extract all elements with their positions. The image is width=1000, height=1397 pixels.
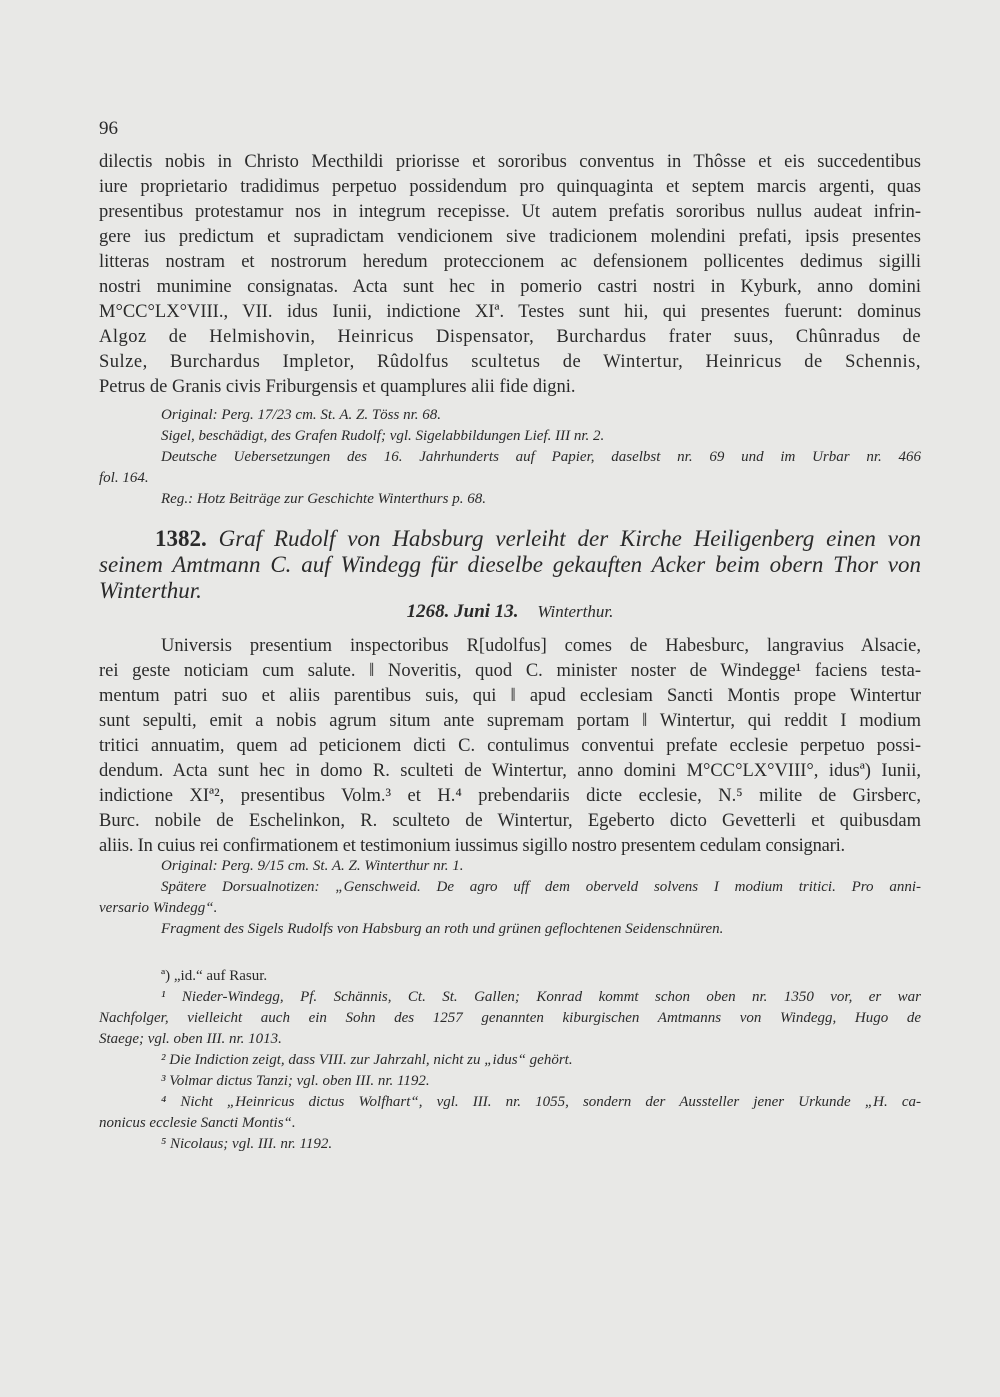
body-text xyxy=(99,634,921,859)
footnote: ⁵ Nicolaus; vgl. III. nr. 1192. xyxy=(161,1136,333,1152)
footnote: Nachfolger, vielleicht auch ein Sohn des 1257 genannten kiburgischen Amtmanns von Windegg, Hugo de xyxy=(99,1010,921,1026)
top-notes xyxy=(99,405,921,510)
note-line: Sigel, beschädigt, des Grafen Rudolf; vgl. Sigelabbildungen Lief. III nr. 2. xyxy=(161,428,605,444)
text-line: indictione XIª², presentibus Volm.³ et H.⁴ prebendariis dicte ecclesie, N.⁵ milite de Girsberc, xyxy=(99,786,921,806)
text-line: rei geste noticiam cum salute. ‖ Noveritis, quod C. minister noster de Windegge¹ faciens testa- xyxy=(99,661,921,681)
text-line: Algoz de Helmishovin, Heinricus Dispensator, Burchardus frater suus, Chûnradus de xyxy=(99,327,921,347)
dateline xyxy=(99,601,921,623)
note-line: fol. 164. xyxy=(99,470,149,486)
footnotes xyxy=(99,966,921,1155)
footnote: nonicus ecclesie Sancti Montis“. xyxy=(99,1115,296,1131)
footnote: ª) „id.“ auf Rasur. xyxy=(161,968,268,984)
entry-title-line: seinem Amtmann C. auf Windegg für dieselbe gekauften Acker beim obern Thor von xyxy=(99,552,921,577)
text-line: iure proprietario tradidimus perpetuo possidendum pro quinquaginta et septem marcis argenti, quas xyxy=(99,177,921,197)
note-line: Deutsche Uebersetzungen des 16. Jahrhunderts auf Papier, daselbst nr. 69 und im Urbar nr. 466 xyxy=(161,449,921,465)
text-line: mentum patri suo et aliis parentibus suis, qui ‖ apud ecclesiam Sancti Montis prope Wintertur xyxy=(99,686,921,706)
text-line: sunt sepulti, emit a nobis agrum situm ante supremam portam ‖ Wintertur, qui reddit I modium xyxy=(99,711,921,731)
text-line: aliis. In cuius rei confirmationem et testimonium iussimus sigillo nostro presentem cedulam consignari. xyxy=(99,836,845,856)
top-text xyxy=(99,150,921,400)
text-line: Petrus de Granis civis Friburgensis et quamplures alii fide digni. xyxy=(99,377,576,397)
body-notes xyxy=(99,856,921,940)
text-line: presentibus protestamur nos in integrum recepisse. Ut autem prefatis sororibus nullus audeat infrin- xyxy=(99,202,921,222)
note-line: Reg.: Hotz Beiträge zur Geschichte Winterthurs p. 68. xyxy=(161,491,486,507)
text-line: nostri munimine consignatas. Acta sunt hec in pomerio castri nostri in Kyburk, anno domini xyxy=(99,277,921,297)
entry-heading xyxy=(99,526,921,604)
footnote: ¹ Nieder-Windegg, Pf. Schännis, Ct. St. Gallen; Konrad kommt schon oben nr. 1350 vor, er war xyxy=(161,989,921,1005)
text-line: litteras nostram et nostrorum heredum proteccionem ac defensionem pollicentes dedimus sigilli xyxy=(99,252,921,272)
note-line: Original: Perg. 9/15 cm. St. A. Z. Winterthur nr. 1. xyxy=(161,858,464,874)
note-line: Fragment des Sigels Rudolfs von Habsburg an roth und grünen geflochtenen Seidenschnüren. xyxy=(161,921,724,937)
entry-title-line xyxy=(99,526,921,552)
text-line: dilectis nobis in Christo Mecthildi priorisse et sororibus conventus in Thôsse et eis succedentibus xyxy=(99,152,921,172)
footnote: ³ Volmar dictus Tanzi; vgl. oben III. nr. 1192. xyxy=(161,1073,430,1089)
text-line: Sulze, Burchardus Impletor, Rûdolfus scultetus de Wintertur, Heinricus de Schennis, xyxy=(99,352,921,372)
note-line: Original: Perg. 17/23 cm. St. A. Z. Töss nr. 68. xyxy=(161,407,442,423)
text-line: tritici annuatim, quem ad peticionem dicti C. contulimus conventui prefate ecclesie perpetuo possi- xyxy=(99,736,921,756)
text-line: Burc. nobile de Eschelinkon, R. sculteto de Wintertur, Egeberto dicto Gevetterli et quibusdam xyxy=(99,811,921,831)
dateline-place: Winterthur. xyxy=(537,602,614,621)
note-line: Spätere Dorsualnotizen: „Genschweid. De agro uff dem oberveld solvens I modium tritici. Pro anni- xyxy=(161,879,921,895)
entry-title-text: Graf Rudolf von Habsburg verleiht der Kirche Heiligenberg einen von xyxy=(218,526,922,551)
page-number: 96 xyxy=(99,118,118,139)
footnote: ² Die Indiction zeigt, dass VIII. zur Jahrzahl, nicht zu „idus“ gehört. xyxy=(161,1052,573,1068)
text-line: Universis presentium inspectoribus R[udolfus] comes de Habesburc, langravius Alsacie, xyxy=(161,636,921,656)
text-line: M°CC°LX°VIII., VII. idus Iunii, indictione XIª. Testes sunt hii, qui presentes fuerunt: dominus xyxy=(99,302,921,322)
footnote: Staege; vgl. oben III. nr. 1013. xyxy=(99,1031,282,1047)
note-line: versario Windegg“. xyxy=(99,900,218,916)
dateline-date: 1268. Juni 13. xyxy=(406,601,519,622)
entry-number: 1382. xyxy=(155,526,207,551)
text-line: dendum. Acta sunt hec in domo R. sculteti de Wintertur, anno domini M°CC°LX°VIII°, idusª) Iunii, xyxy=(99,761,921,781)
footnote: ⁴ Nicht „Heinricus dictus Wolfhart“, vgl. III. nr. 1055, sondern der Aussteller jener Urkunde „H. ca- xyxy=(161,1094,921,1110)
entry-title-line: Winterthur. xyxy=(99,578,202,603)
text-line: gere ius predictum et supradictam vendicionem sive tradicionem molendini prefati, ipsis presentes xyxy=(99,227,921,247)
